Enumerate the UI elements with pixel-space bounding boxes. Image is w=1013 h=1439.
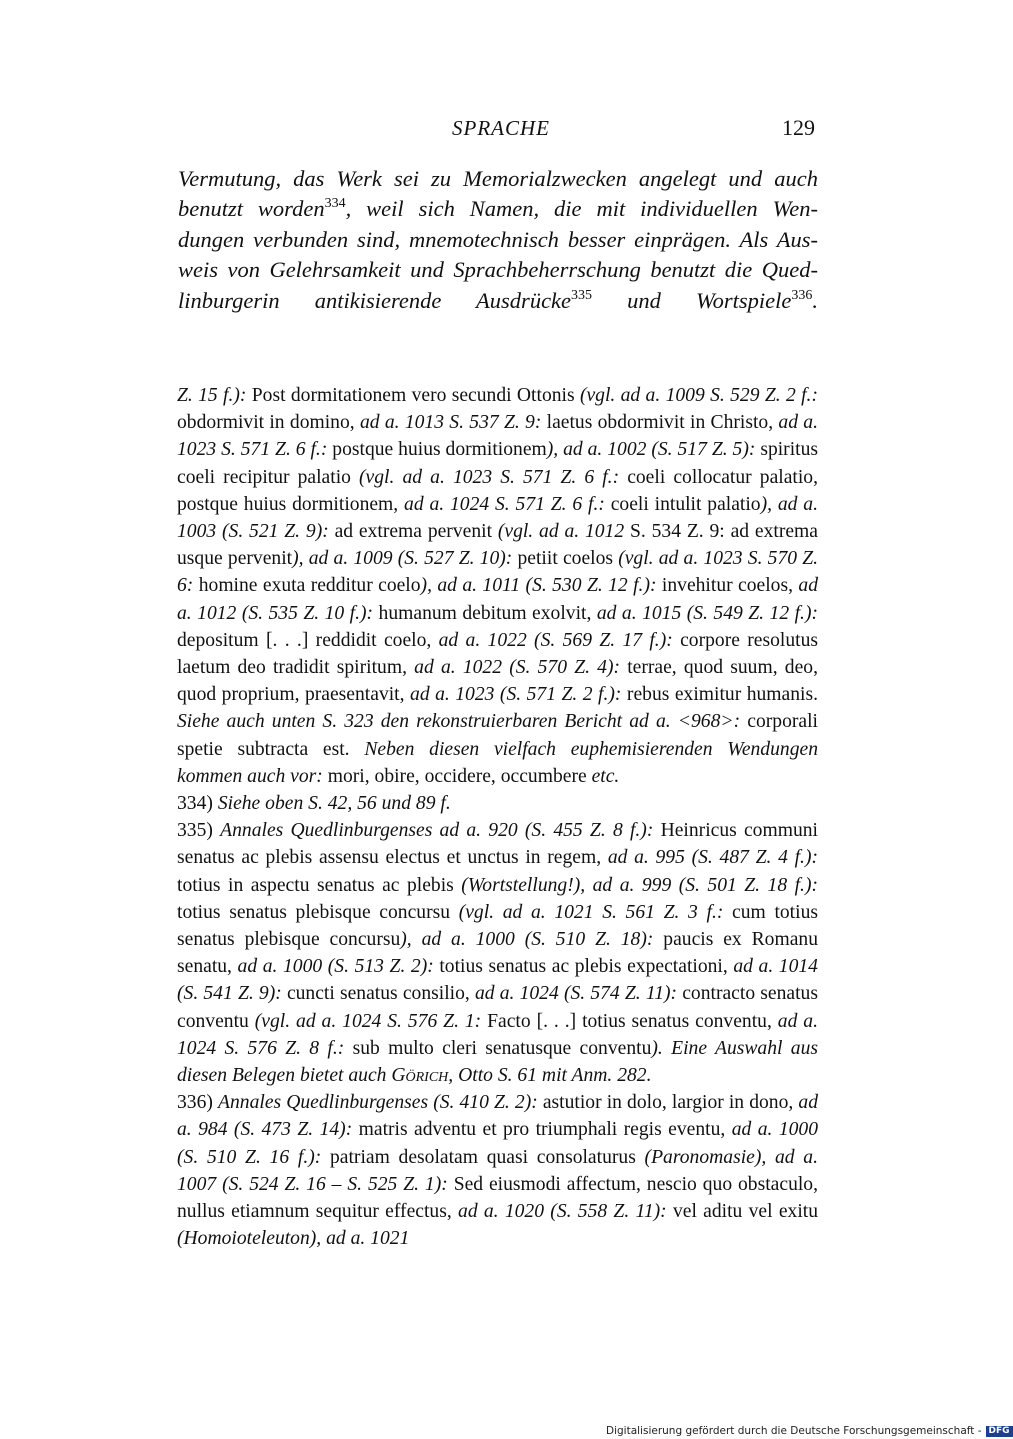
note-reference: ad a. 1020 (S. 558 Z. 11): [458, 1201, 673, 1223]
note-quote: patriam desolatam quasi consolaturus [329, 1146, 645, 1168]
main-text-fragment: . [812, 287, 818, 313]
running-head: SPRACHE [452, 116, 550, 140]
main-text-fragment: , weil sich Namen, die mit individuellen Wen- [345, 196, 818, 222]
note-reference: ), ad a. 1002 (S. 517 Z. 5): [546, 439, 761, 461]
note-quote: S. 534 Z. 9: ad extrema usque pervenit [177, 521, 818, 570]
note-quote: ad extrema pervenit [334, 521, 498, 543]
note-reference: Siehe oben S. 42, 56 und 89 f. [217, 793, 451, 815]
note-quote: terrae, quod suum, deo, quod proprium, praesentavit, [177, 657, 818, 706]
note-reference: ), ad a. 1011 (S. 530 Z. 12 f.): [420, 575, 662, 597]
note-quote: Facto [. . .] totius senatus conventu, [487, 1010, 778, 1032]
note-reference: (vgl. ad a. 1023 S. 570 Z. 6: [177, 548, 819, 597]
note-reference: Annales Quedlinburgenses ad a. 920 (S. 455 Z. 8 f.): [220, 820, 661, 842]
main-text-fragment: und Wortspiele [592, 287, 792, 313]
note-quote: totius senatus ac plebis expectationi, [439, 956, 734, 978]
note-quote: corporali spetie subtracta est. [177, 711, 818, 760]
main-paragraph [178, 164, 818, 316]
note-quote: coeli intulit palatio [610, 493, 761, 515]
main-line: weis von Gelehrsamkeit und Sprachbeherrschung benutzt die Qued- [178, 257, 818, 283]
footnotes [177, 382, 818, 1253]
digitization-footer [606, 1425, 1013, 1437]
note-reference: ad a. 1000 (S. 513 Z. 2): [237, 956, 440, 978]
note-reference: ad a. 1023 S. 571 Z. 6 f.: [177, 412, 818, 461]
note-quote: paucis ex Romanu senatu, [177, 929, 819, 978]
note-reference: (Wortstellung!), ad a. 999 (S. 501 Z. 18 f.): [461, 874, 818, 896]
note-quote: cum totius senatus plebisque concursu [177, 901, 818, 951]
note-quote: Heinricus communi senatus ac plebis assensu electus et unctus in regem, [177, 820, 818, 869]
note-reference: ), ad a. 1009 (S. 527 Z. 10): [292, 548, 518, 570]
note-reference: ad a. 1013 S. 537 Z. 9: [359, 412, 547, 434]
note-reference: Neben diesen vielfach euphemisierenden Wendungen kommen auch vor: [177, 738, 818, 787]
main-line: Vermutung, das Werk sei zu Memorialzwecken angelegt und auch [178, 166, 818, 191]
footnote-continued [177, 382, 818, 790]
note-quote: contracto senatus conventu [177, 983, 818, 1032]
footnote-334 [177, 790, 818, 817]
note-reference: ad a. 1012 (S. 535 Z. 10 f.): [177, 575, 818, 624]
note-quote: depositum [. . .] reddidit coelo, [177, 629, 439, 651]
note-quote: invehitur coelos, [661, 575, 799, 597]
footnote-number: 336) [177, 1092, 219, 1114]
note-quote: vel aditu vel exitu [672, 1201, 818, 1223]
note-quote: homine exuta redditur coelo [198, 575, 421, 597]
main-text-fragment: linburgerin antikisierende Ausdrücke [178, 287, 572, 313]
note-reference: ad a. 1014 (S. 541 Z. 9): [177, 956, 818, 1005]
footnote-ref-336: 336 [791, 287, 813, 303]
note-reference: ad a. 1022 (S. 570 Z. 4): [414, 657, 628, 679]
note-reference: (vgl. ad a. 1021 S. 561 Z. 3 f.: [458, 901, 733, 923]
note-reference: ad a. 995 (S. 487 Z. 4 f.): [607, 847, 818, 869]
note-reference: (Paronomasie), ad a. 1007 (S. 524 Z. 16 – S. 525 Z. 1): [177, 1146, 818, 1195]
main-line: dungen verbunden sind, mnemotechnisch besser einprägen. Als Aus- [178, 226, 818, 252]
note-quote: spiritus coeli recipitur palatio [177, 439, 819, 488]
note-reference: (Homoioteleuton), ad a. 1021 [177, 1228, 410, 1250]
note-reference: Z. 15 f.): [177, 385, 252, 406]
note-reference: (vgl. ad a. 1012 [497, 521, 630, 543]
page-number: 129 [782, 115, 815, 140]
note-reference: ad a. 984 (S. 473 Z. 14): [177, 1092, 818, 1141]
footnote-number: 334) [177, 793, 218, 815]
note-quote: rebus eximitur humanis. [626, 684, 819, 706]
note-reference: ad a. 1015 (S. 549 Z. 12 f.): [596, 602, 818, 624]
footnote-ref-335: 335 [571, 287, 593, 303]
note-reference: ad a. 1022 (S. 569 Z. 17 f.): [438, 629, 681, 651]
note-reference: , Otto S. 61 mit Anm. 282. [448, 1065, 652, 1087]
note-reference: ad a. 1024 S. 576 Z. 8 f.: [177, 1010, 818, 1059]
note-reference: etc. [591, 765, 620, 787]
note-quote: petiit coelos [517, 548, 619, 570]
note-reference: Siehe auch unten S. 323 den rekonstruierbaren Bericht ad a. <968>: [177, 711, 748, 733]
author-name: Görich [391, 1065, 449, 1087]
note-quote: sub multo cleri senatusque conventu [352, 1037, 652, 1059]
note-reference: (vgl. ad a. 1023 S. 571 Z. 6 f.: [359, 466, 628, 488]
note-reference: ad a. 1024 (S. 574 Z. 11): [474, 983, 683, 1005]
main-line [178, 194, 818, 224]
note-quote: postque huius dormitionem [332, 439, 547, 461]
note-quote: mori, obire, occidere, occumbere [327, 765, 592, 787]
note-quote: totius senatus plebisque concursu [177, 901, 459, 923]
note-reference: ad a. 1000 (S. 510 Z. 16 f.): [177, 1119, 819, 1168]
main-text-fragment: benutzt worden [178, 196, 325, 222]
note-quote: matris adventu et pro triumphali regis eventu, [358, 1119, 732, 1141]
footnote-number: 335) [177, 820, 221, 842]
note-quote: humanum debitum exolvit, [378, 602, 597, 624]
footnote-336 [177, 1089, 818, 1252]
note-quote: corpore resolutus laetum deo tradidit spiritum, [177, 629, 819, 679]
note-reference: ad a. 1023 (S. 571 Z. 2 f.): [410, 684, 627, 706]
note-quote: laetus obdormivit in Christo, [546, 412, 779, 434]
note-quote: Post dormitationem vero secundi Ottonis [251, 385, 580, 406]
note-reference: ad a. 1024 S. 571 Z. 6 f.: [404, 493, 611, 515]
note-reference: ), ad a. 1000 (S. 510 Z. 18): [400, 929, 664, 951]
note-quote: coeli collocatur palatio, postque huius dormitionem, [177, 466, 818, 515]
note-quote: totius in aspectu senatus ac plebis [177, 874, 462, 896]
note-quote: Sed eiusmodi affectum, nescio quo obstaculo, nullus etiamnum sequitur effectus, [177, 1173, 819, 1223]
note-reference: ), ad a. 1003 (S. 521 Z. 9): [177, 493, 818, 543]
note-quote: cuncti senatus consilio, [286, 983, 475, 1005]
dfg-logo: DFG [986, 1426, 1013, 1437]
note-reference: (vgl. ad a. 1009 S. 529 Z. 2 f.: [579, 385, 818, 406]
note-reference: Annales Quedlinburgenses (S. 410 Z. 2): [218, 1092, 543, 1114]
note-reference: ). Eine Auswahl aus diesen Belegen bietet auch [177, 1037, 818, 1087]
main-line [178, 286, 818, 316]
note-quote: astutior in dolo, largior in dono, [542, 1092, 799, 1114]
note-quote: obdormivit in domino, [177, 412, 360, 434]
footer-text: Digitalisierung gefördert durch die Deutsche Forschungsgemeinschaft - [606, 1425, 982, 1437]
footnote-ref-334: 334 [324, 196, 346, 212]
note-reference: (vgl. ad a. 1024 S. 576 Z. 1: [254, 1010, 488, 1032]
footnote-335 [177, 817, 818, 1089]
